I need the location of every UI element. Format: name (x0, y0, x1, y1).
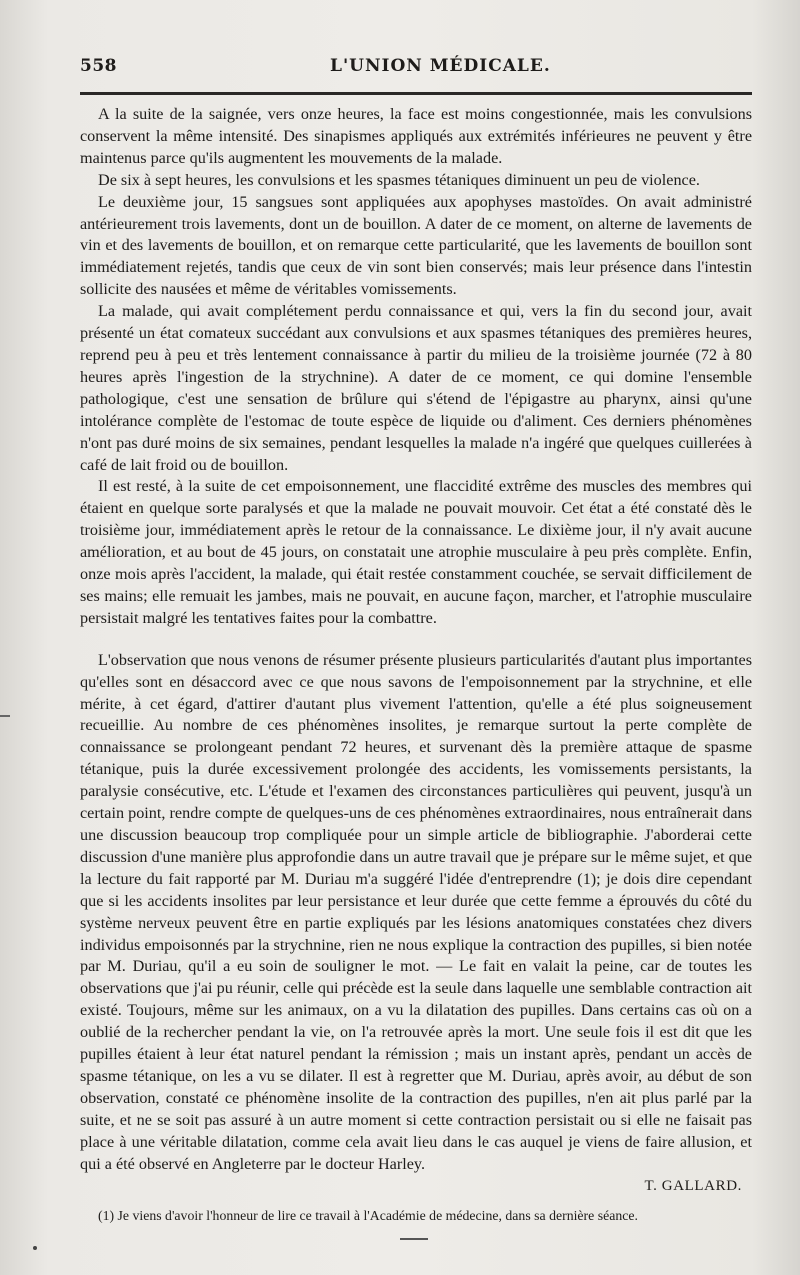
paragraph: Il est resté, à la suite de cet empoisonnement, une flaccidité extrême des muscles des membres qui étaient en quelque sorte paralysés et que la malade ne pouvait mouvoir. Cet état a été constaté dès le troisième jour, immédiatement après le retour de la connaissance. Le dixième jour, il n'y avait aucune amélioration, et au bout de 45 jours, on constatait une atrophie musculaire à peu près complète. Enfin, onze mois après l'accident, la malade, qui était restée constamment couchée, se servait difficilement de ses mains; elle remuait les jambes, mais ne pouvait, en aucune façon, marcher, et l'atrophie musculaire persistait malgré les tentatives faites pour la combattre. (80, 477, 752, 627)
footnote: (1) Je viens d'avoir l'honneur de lire ce travail à l'Académie de médecine, dans sa dernière séance. (98, 1208, 638, 1224)
paragraph: L'observation que nous venons de résumer présente plusieurs particularités d'autant plus importantes qu'elles sont en désaccord avec ce que nous savons de l'empoisonnement par la strychnine, et elle mérite, à cet égard, d'attirer d'autant plus vivement l'attention, qu'elle a été plus soigneusement recueillie. Au nombre de ces phénomènes insolites, je remarque surtout la perte complète de connaissance se prolongeant pendant 72 heures, et survenant dès la première attaque de spasme tétanique, puis la durée excessivement prolongée des accidents, les vomissements persistants, la paralysie consécutive, etc. L'étude et l'examen des circonstances particulières qui peuvent, jusqu'à un certain point, rendre compte de quelques-uns de ces phénomènes extraordinaires, nous entraînerait dans une discussion beaucoup trop compliquée pour un simple article de bibliographie. J'aborderai cette discussion d'une manière plus approfondie dans un autre travail que je prépare sur le même sujet, et que la lecture du fait rapporté par M. Duriau m'a suggéré l'idée d'entreprendre (1); je dois dire cependant que si les accidents insolites par leur persistance et leur durée que cette femme a éprouvés du côté du système nerveux peuvent être en partie expliqués par les lésions anatomiques constatées chez divers individus empoisonnés par la strychnine, rien ne nous explique la contraction des pupilles, si bien notée par M. Duriau, qu'il a eu soin de souligner le mot. — Le fait en valait la peine, car de toutes les observations que j'ai pu réunir, celle qui précède est la seule dans laquelle une semblable contraction ait existé. Toujours, même sur les animaux, on a vu la dilatation des pupilles. Dans certains cas où on a oublié de la rechercher pendant la vie, on l'a retrouvée après la mort. Une seule fois il est dit que les pupilles étaient à leur état naturel pendant la rémission ; mais un instant après, pendant un accès de spasme tétanique, on les a vu se dilater. Il est à regretter que M. Duriau, après avoir, au début de son observation, constaté ce phénomène insolite de la contraction des pupilles, n'en ait plus parlé par la suite, et ne se soit pas assuré à un autre moment si cette contraction persistait ou si elle ne faisait pas place à une véritable dilatation, comme cela avait lieu dans le cas auquel je viens de faire allusion, et qui a été observé en Angleterre par le docteur Harley. (80, 650, 752, 1173)
page-number: 558 (80, 56, 117, 76)
paragraph: De six à sept heures, les convulsions et les spasmes tétaniques diminuent un peu de violence. (98, 170, 700, 189)
paragraph: Le deuxième jour, 15 sangsues sont appliquées aux apophyses mastoïdes. On avait administré antérieurement trois lavements, dont un de bouillon. A dater de ce moment, on alterne de lavements de vin et des lavements de bouillon, et on remarque cette particularité, que les lavements de bouillon sont immédiatement rejetés, tandis que ceux de vin sont bien conservés; mais leur présence dans l'intestin sollicite des nausées et même de véritables vomissements. (80, 192, 752, 299)
author-signature: T. GALLARD. (644, 1177, 742, 1194)
margin-mark (0, 715, 10, 717)
page-header (80, 56, 752, 86)
margin-dot (33, 1246, 37, 1250)
running-title: L'UNION MÉDICALE. (330, 56, 551, 76)
paragraph: A la suite de la saignée, vers onze heures, la face est moins congestionnée, mais les convulsions conservent la même intensité. Des sinapismes appliqués aux extrémités inférieures ne peuvent y être maintenus parce qu'ils augmentent les mouvements de la malade. (80, 105, 752, 167)
header-rule (80, 92, 752, 95)
paragraph: La malade, qui avait complétement perdu connaissance et qui, vers la fin du second jour, avait présenté un état comateux succédant aux convulsions et aux spasmes tétaniques des premières heures, reprend peu à peu et très lentement connaissance à partir du milieu de la troisième journée (72 à 80 heures après l'ingestion de la strychnine). A dater de ce moment, ce qui domine l'ensemble pathologique, c'est une sensation de brûlure qui s'étend de l'épigastre au pharynx, ainsi qu'une intolérance complète de l'estomac de toute espèce de liquide ou d'aliment. Ces derniers phénomènes n'ont pas duré moins de six semaines, pendant lesquelles la malade n'a ingéré que quelques cuillerées à café de lait froid ou de bouillon. (80, 302, 752, 474)
article-body (80, 104, 752, 1225)
bottom-ornament-rule (400, 1238, 428, 1240)
